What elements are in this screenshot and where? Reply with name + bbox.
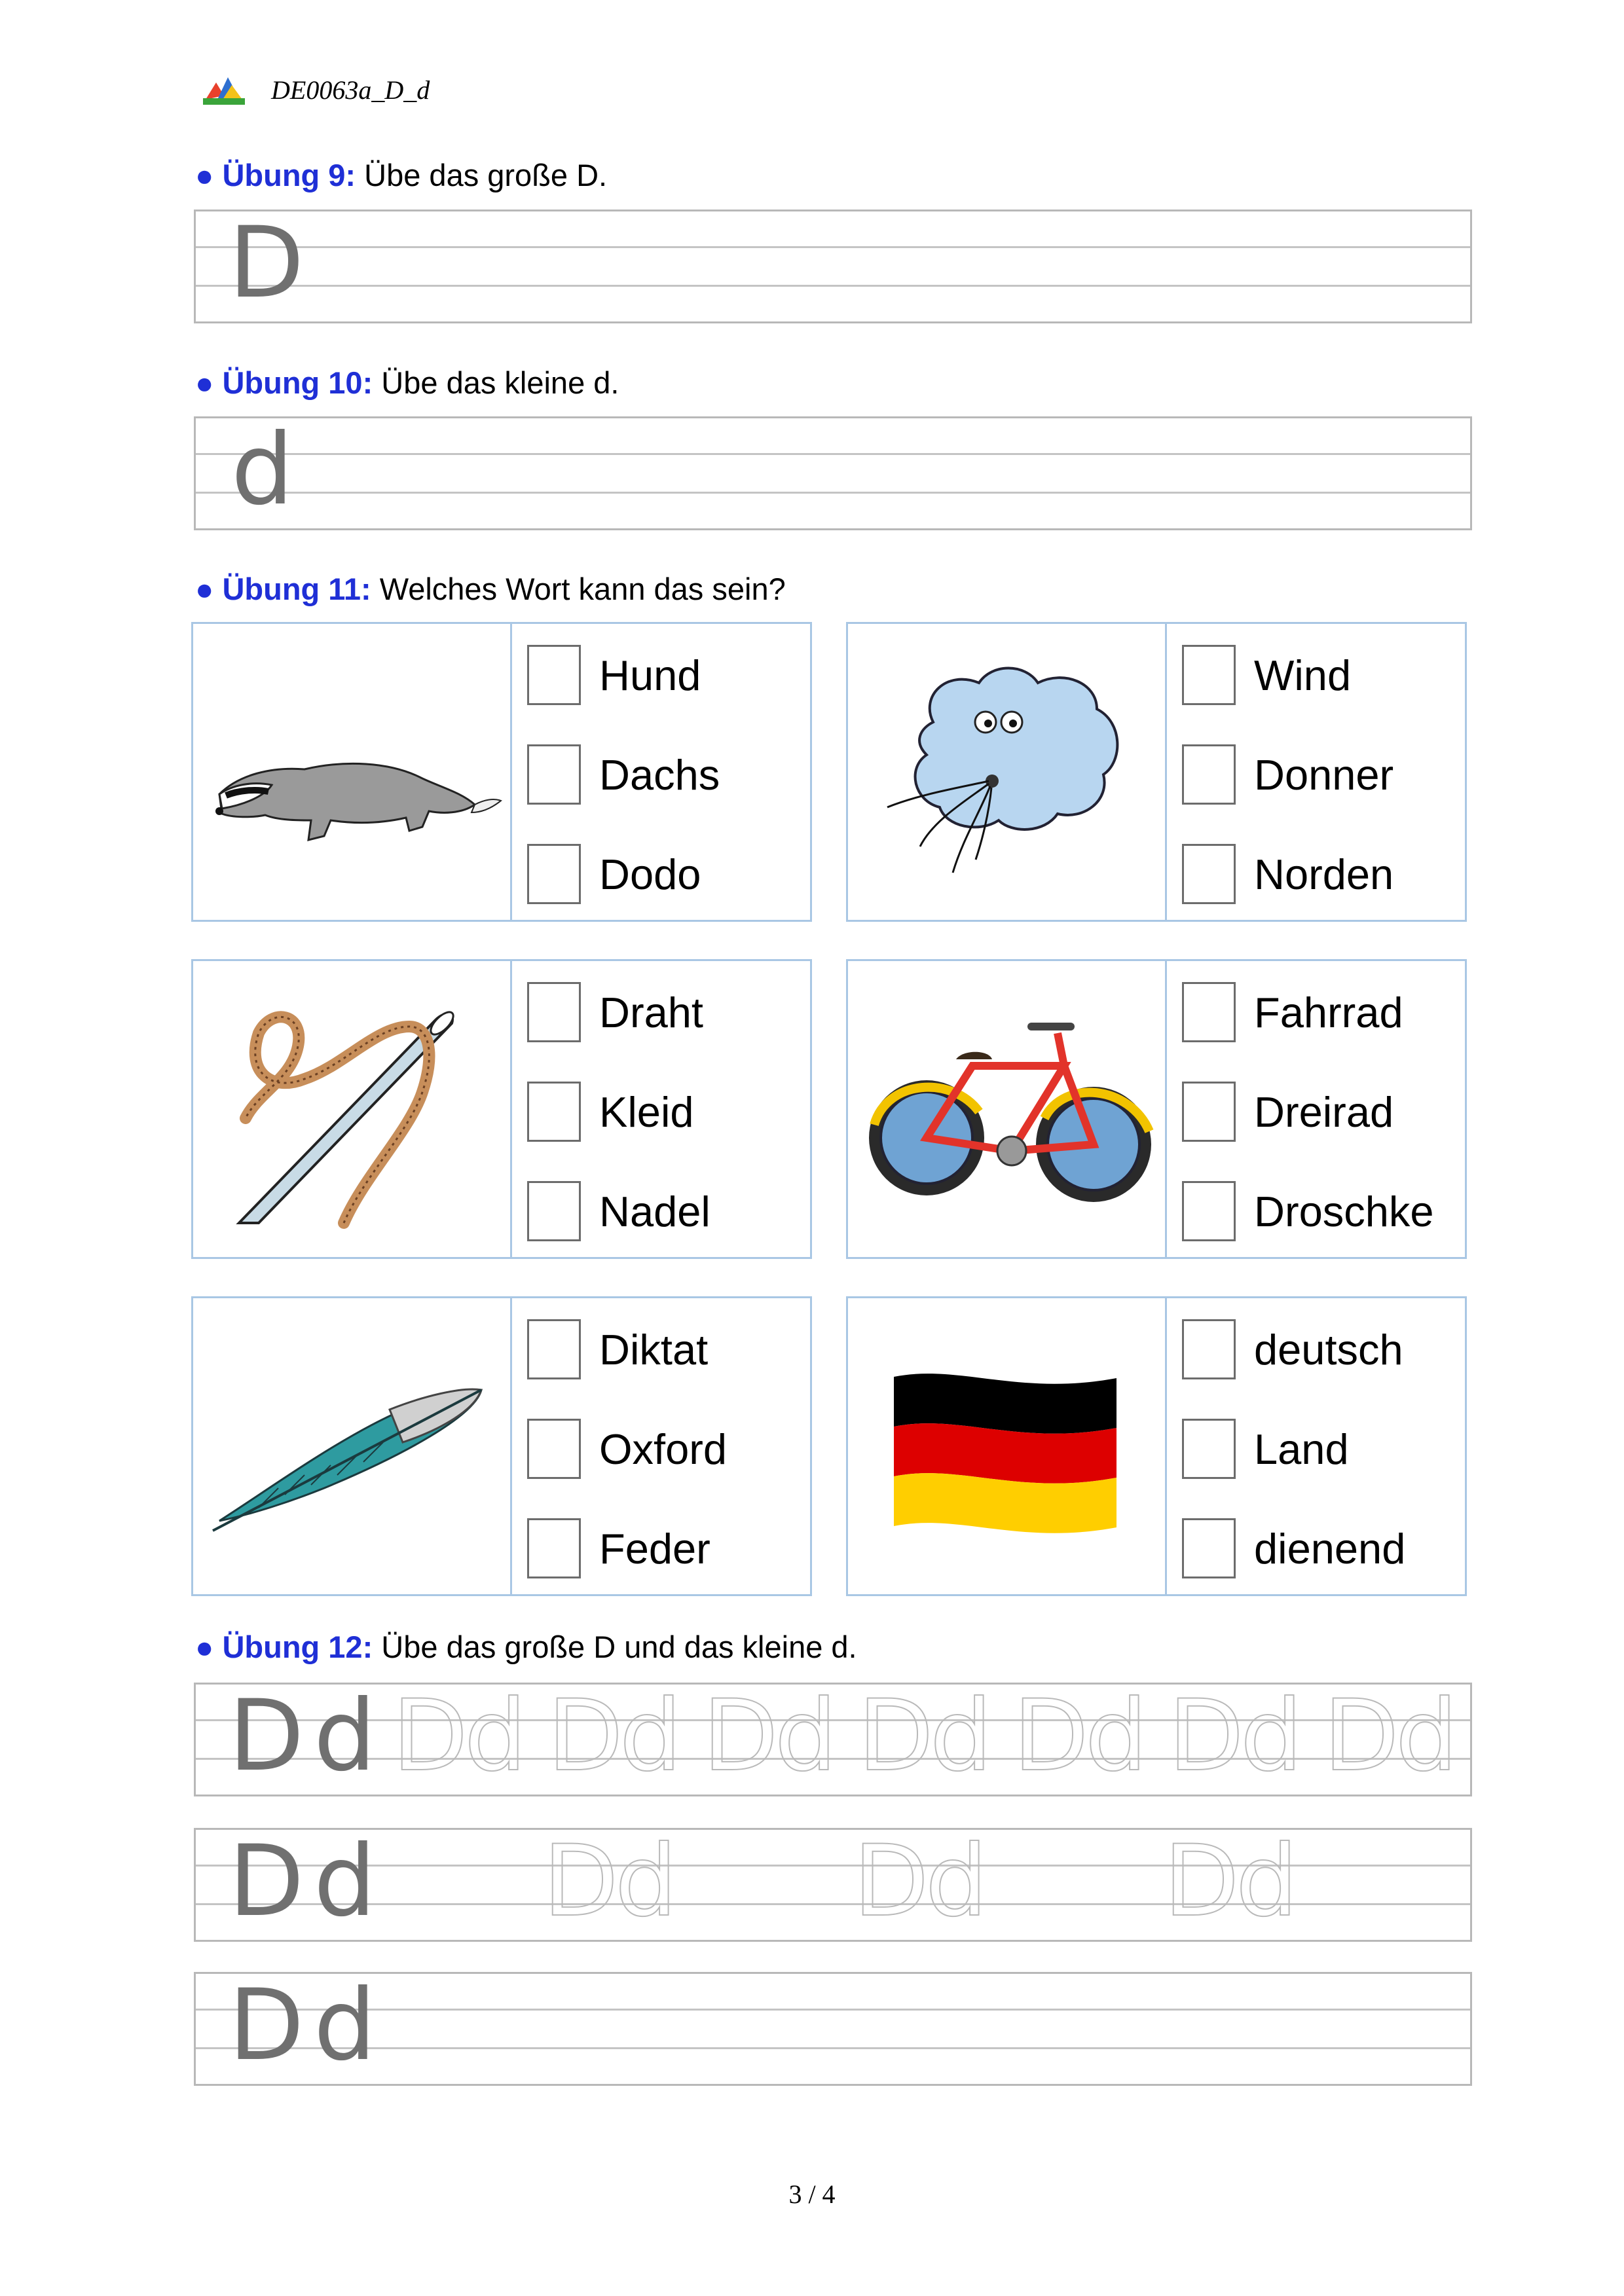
quiz-card-flag bbox=[846, 1296, 1467, 1596]
needle-thread-icon bbox=[193, 961, 510, 1257]
badger-icon bbox=[193, 624, 510, 920]
tracing-letter-upper-d: D bbox=[547, 1679, 623, 1793]
quiz-card-badger bbox=[191, 622, 812, 922]
page-number: 3 / 4 bbox=[788, 2179, 836, 2209]
option-word: Nadel bbox=[599, 1187, 710, 1235]
option-row-2 bbox=[1182, 1080, 1393, 1143]
writing-lines-ex10[interactable] bbox=[194, 413, 1472, 530]
option-word: Donner bbox=[1254, 750, 1394, 799]
bicycle-icon bbox=[848, 961, 1165, 1257]
picture-bicycle bbox=[848, 961, 1167, 1257]
quiz-card-needle bbox=[191, 959, 812, 1259]
option-row-3 bbox=[1182, 1517, 1405, 1580]
answer-checkbox[interactable] bbox=[527, 1181, 581, 1241]
quiz-card-feather bbox=[191, 1296, 812, 1596]
option-word: Oxford bbox=[599, 1425, 728, 1473]
option-row-3 bbox=[527, 1180, 710, 1243]
option-word: Land bbox=[1254, 1425, 1349, 1473]
model-letter-lower-d: d bbox=[314, 1679, 377, 1793]
tracing-letter-upper-d: D bbox=[543, 1825, 619, 1939]
tracing-letter-lower-d: d bbox=[1085, 1679, 1148, 1793]
option-row-2 bbox=[1182, 743, 1393, 806]
option-row-2 bbox=[527, 1417, 727, 1480]
exercise-9-instruction: Übe das große D. bbox=[364, 158, 608, 192]
option-word: Droschke bbox=[1254, 1187, 1434, 1235]
exercise-9-heading: ● Übung 9: Übe das große D. bbox=[195, 158, 608, 192]
option-word: Dachs bbox=[599, 750, 720, 799]
answer-checkbox[interactable] bbox=[1182, 744, 1236, 805]
model-letter-lower-d: d bbox=[314, 1969, 377, 2083]
tracing-letter-upper-d: D bbox=[853, 1825, 929, 1939]
tracing-letter-upper-d: D bbox=[703, 1679, 779, 1793]
answer-checkbox[interactable] bbox=[527, 1319, 581, 1379]
option-row-2 bbox=[527, 743, 720, 806]
wind-cloud-icon bbox=[848, 624, 1165, 920]
quiz-card-wind bbox=[846, 622, 1467, 922]
answer-checkbox[interactable] bbox=[527, 982, 581, 1042]
german-flag-icon bbox=[848, 1298, 1165, 1594]
exercise-10-heading: ● Übung 10: Übe das kleine d. bbox=[195, 365, 619, 400]
option-row-3 bbox=[527, 843, 701, 905]
option-word: Dodo bbox=[599, 850, 701, 898]
model-letter-lower-d: d bbox=[314, 1825, 377, 1939]
option-row-3 bbox=[527, 1517, 710, 1580]
model-letter-upper-d: D bbox=[229, 1969, 304, 2083]
option-row-1 bbox=[1182, 981, 1403, 1044]
option-row-1 bbox=[1182, 1318, 1403, 1381]
answer-checkbox[interactable] bbox=[1182, 1319, 1236, 1379]
answer-checkbox[interactable] bbox=[527, 645, 581, 705]
option-row-3 bbox=[1182, 1180, 1434, 1243]
answer-checkbox[interactable] bbox=[527, 1419, 581, 1479]
writing-lines-ex12-row1[interactable] bbox=[194, 1679, 1472, 1796]
page-header bbox=[203, 73, 430, 106]
exercise-12-instruction: Übe das große D und das kleine d. bbox=[381, 1630, 857, 1664]
tracing-letter-upper-d: D bbox=[858, 1679, 934, 1793]
writing-lines-ex12-row2[interactable] bbox=[194, 1825, 1472, 1942]
tracing-letter-lower-d: d bbox=[1236, 1825, 1299, 1939]
tracing-letter-lower-d: d bbox=[1240, 1679, 1303, 1793]
model-letter-upper-d: D bbox=[229, 206, 304, 320]
tracing-letter-lower-d: d bbox=[930, 1679, 993, 1793]
model-letter-lower-d: d bbox=[231, 413, 294, 527]
writing-lines-ex12-row3[interactable] bbox=[194, 1969, 1472, 2086]
option-word: Dreirad bbox=[1254, 1087, 1394, 1136]
option-word: Hund bbox=[599, 651, 701, 699]
option-word: deutsch bbox=[1254, 1325, 1403, 1374]
option-word: Feder bbox=[599, 1524, 710, 1573]
exercise-11-label: Übung 11: bbox=[222, 572, 371, 606]
option-row-1 bbox=[1182, 644, 1351, 706]
option-word: dienend bbox=[1254, 1524, 1406, 1573]
tracing-letter-upper-d: D bbox=[1323, 1679, 1399, 1793]
exercise-12-label: Übung 12: bbox=[222, 1630, 373, 1664]
tracing-letter-upper-d: D bbox=[1013, 1679, 1089, 1793]
document-id: DE0063a_D_d bbox=[271, 75, 430, 105]
option-word: Diktat bbox=[599, 1325, 709, 1374]
tracing-letter-lower-d: d bbox=[464, 1679, 527, 1793]
answer-checkbox[interactable] bbox=[1182, 645, 1236, 705]
tracing-letter-lower-d: d bbox=[1395, 1679, 1458, 1793]
model-letter-upper-d: D bbox=[229, 1679, 304, 1793]
answer-checkbox[interactable] bbox=[527, 1518, 581, 1578]
tracing-letter-lower-d: d bbox=[615, 1825, 678, 1939]
exercise-11-heading: ● Übung 11: Welches Wort kann das sein? bbox=[195, 572, 786, 606]
option-row-1 bbox=[527, 644, 701, 706]
answer-checkbox[interactable] bbox=[1182, 982, 1236, 1042]
answer-checkbox[interactable] bbox=[527, 744, 581, 805]
exercise-10-instruction: Übe das kleine d. bbox=[381, 365, 619, 400]
tracing-letter-upper-d: D bbox=[392, 1679, 468, 1793]
answer-checkbox[interactable] bbox=[1182, 1518, 1236, 1578]
answer-checkbox[interactable] bbox=[1182, 1181, 1236, 1241]
tracing-letter-upper-d: D bbox=[1164, 1825, 1240, 1939]
tracing-letter-lower-d: d bbox=[925, 1825, 988, 1939]
writing-lines-ex9[interactable] bbox=[194, 206, 1472, 323]
quiz-card-bicycle bbox=[846, 959, 1467, 1259]
option-word: Kleid bbox=[599, 1087, 694, 1136]
option-row-3 bbox=[1182, 843, 1393, 905]
tracing-letter-lower-d: d bbox=[775, 1679, 838, 1793]
answer-checkbox[interactable] bbox=[527, 844, 581, 904]
option-row-1 bbox=[527, 981, 703, 1044]
feather-icon bbox=[193, 1298, 510, 1594]
option-word: Norden bbox=[1254, 850, 1394, 898]
option-word: Fahrrad bbox=[1254, 988, 1403, 1036]
exercise-11-instruction: Welches Wort kann das sein? bbox=[379, 572, 786, 606]
picture-german-flag bbox=[848, 1298, 1167, 1594]
option-row-1 bbox=[527, 1318, 708, 1381]
exercise-12-heading: ● Übung 12: Übe das große D und das kleine d. bbox=[195, 1630, 857, 1664]
model-letter-upper-d: D bbox=[229, 1825, 304, 1939]
answer-checkbox[interactable] bbox=[527, 1082, 581, 1142]
tracing-letter-lower-d: d bbox=[619, 1679, 682, 1793]
option-row-2 bbox=[527, 1080, 694, 1143]
tracing-letter-upper-d: D bbox=[1168, 1679, 1244, 1793]
picture-wind-cloud bbox=[848, 624, 1167, 920]
answer-checkbox[interactable] bbox=[1182, 1082, 1236, 1142]
answer-checkbox[interactable] bbox=[1182, 844, 1236, 904]
picture-feather bbox=[193, 1298, 512, 1594]
exercise-10-label: Übung 10: bbox=[222, 365, 373, 400]
picture-badger bbox=[193, 624, 512, 920]
option-word: Wind bbox=[1254, 651, 1352, 699]
picture-needle-thread bbox=[193, 961, 512, 1257]
option-word: Draht bbox=[599, 988, 703, 1036]
publisher-logo-icon bbox=[203, 73, 245, 106]
option-row-2 bbox=[1182, 1417, 1349, 1480]
answer-checkbox[interactable] bbox=[1182, 1419, 1236, 1479]
exercise-9-label: Übung 9: bbox=[222, 158, 356, 192]
